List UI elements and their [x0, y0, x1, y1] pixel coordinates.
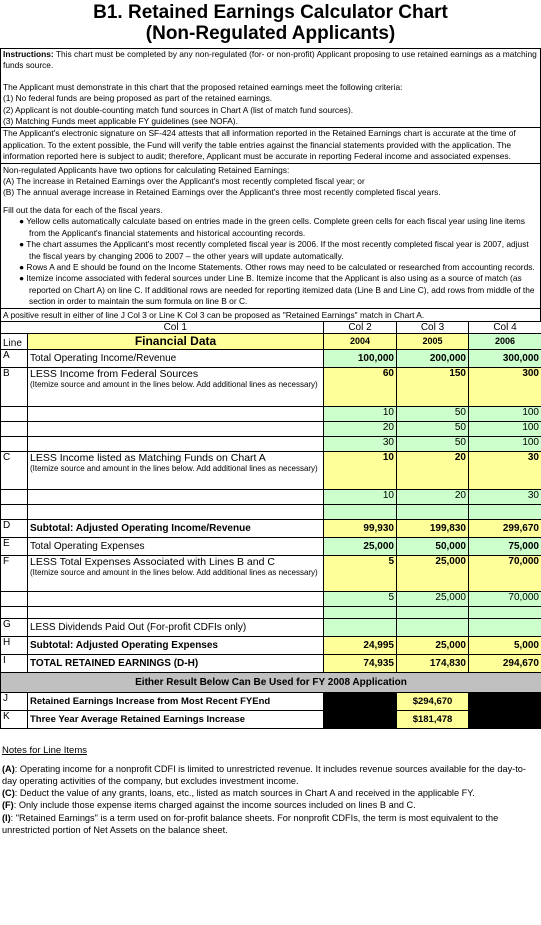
row-b2-2006[interactable]: 100 — [469, 421, 541, 436]
row-g-2005[interactable] — [397, 618, 469, 636]
line-a: A — [1, 349, 28, 367]
col-label: Col 2 — [324, 321, 397, 333]
row-c-2006: 30 — [469, 451, 541, 489]
title-line-2: (Non-Regulated Applicants) — [145, 23, 396, 44]
criterion-2: (2) Applicant is not double-counting match fund sources in Chart A (list of match fund sources). — [3, 104, 354, 115]
row-f2-2006[interactable] — [469, 606, 541, 618]
option-a: (A) The increase in Retained Earnings over the Applicant's most recently completed fiscal year; or — [3, 176, 365, 187]
row-a-2004[interactable]: 100,000 — [324, 349, 397, 367]
row-f-label: LESS Total Expenses Associated with Lines B and C — [30, 555, 275, 568]
row-f1-2005[interactable]: 25,000 — [397, 591, 469, 606]
row-f1-2006[interactable]: 70,000 — [469, 591, 541, 606]
note-a: (A): Operating income for a nonprofit CDFI is limited to unrestricted revenue. It includes revenue sources available for the day-to-day operating activities of the company, but excludes investment income. — [2, 763, 526, 786]
row-f-2005: 25,000 — [397, 555, 469, 591]
year-2005: 2005 — [397, 333, 469, 349]
row-a-label: Total Operating Income/Revenue — [28, 349, 324, 367]
row-g-2004[interactable] — [324, 618, 397, 636]
instructions-p1: This chart must be completed by any non-regulated (for- or non-profit) Applicant proposing to use retained earnings as a matching funds source. — [3, 49, 537, 71]
notes-section — [0, 745, 541, 836]
row-d-label: Subtotal: Adjusted Operating Income/Revenue — [28, 519, 324, 537]
row-d-2006: 299,670 — [469, 519, 541, 537]
line-i: I — [1, 654, 28, 672]
row-f-label-cell — [28, 555, 324, 591]
row-b-label-cell — [28, 367, 324, 406]
year-2006[interactable]: 2006 — [469, 333, 541, 349]
row-b3-2005[interactable]: 50 — [397, 436, 469, 451]
row-a-2005[interactable]: 200,000 — [397, 349, 469, 367]
row-f-2006: 70,000 — [469, 555, 541, 591]
row-c1-2004[interactable]: 10 — [324, 489, 397, 504]
row-c2-2005[interactable] — [397, 504, 469, 519]
row-b1-2004[interactable]: 10 — [324, 406, 397, 421]
bullet-item: ● Itemize income associated with federal sources under Line B. Itemize income that the Applicant is also using as a source of match (as reported on Chart A) on line C. If additional rows are needed for reporting itemized data (Line B and Line C), add rows from middle of the section in order to maintain the sum formula on line B or C. — [19, 273, 535, 307]
line-g: G — [1, 618, 28, 636]
fill-out-text: Fill out the data for each of the fiscal years. — [3, 204, 163, 215]
options-intro: Non-regulated Applicants have two options for calculating Retained Earnings: — [3, 164, 290, 175]
line-c: C — [1, 451, 28, 489]
option-b: (B) The annual average increase in Retained Earnings over the Applicant's three most recently completed fiscal years. — [3, 187, 441, 198]
row-h-label: Subtotal: Adjusted Operating Expenses — [28, 636, 324, 654]
row-i-2004: 74,935 — [324, 654, 397, 672]
row-k-label: Three Year Average Retained Earnings Increase — [28, 710, 324, 728]
note-f: (F): Only include those expense items charged against the income sources included on lines B and C. — [2, 800, 416, 811]
row-c-2005: 20 — [397, 451, 469, 489]
row-b1-2005[interactable]: 50 — [397, 406, 469, 421]
row-c1-2006[interactable]: 30 — [469, 489, 541, 504]
title-line-1: B1. Retained Earnings Calculator Chart — [93, 2, 448, 23]
row-c-label-cell — [28, 451, 324, 489]
instructions-label: Instructions: — [3, 49, 54, 59]
row-c-2004: 10 — [324, 451, 397, 489]
row-b2-2005[interactable]: 50 — [397, 421, 469, 436]
row-b-2005: 150 — [397, 367, 469, 406]
row-k-value: $181,478 — [397, 710, 469, 728]
signature-box — [0, 128, 541, 163]
row-i-2006: 294,670 — [469, 654, 541, 672]
line-b: B — [1, 367, 28, 406]
row-e-2005[interactable]: 50,000 — [397, 537, 469, 555]
row-a-2006[interactable]: 300,000 — [469, 349, 541, 367]
line-f: F — [1, 555, 28, 591]
col-label: Col 1 — [28, 321, 324, 333]
row-d-2005: 199,830 — [397, 519, 469, 537]
row-c1-2005[interactable]: 20 — [397, 489, 469, 504]
criterion-3: (3) Matching Funds meet applicable FY guidelines (see NOFA). — [3, 116, 238, 127]
bullet-item: ● The chart assumes the Applicant's most recently completed fiscal year is 2006. If the most recently completed fiscal year is 2007, adjust the fiscal years by changing 2006 to 2007 – the other years will update automatically. — [19, 239, 529, 261]
row-e-2006[interactable]: 75,000 — [469, 537, 541, 555]
row-e-label: Total Operating Expenses — [28, 537, 324, 555]
row-b-2004: 60 — [324, 367, 397, 406]
note-c: (C): Deduct the value of any grants, loans, etc., listed as match sources in Chart A and received in the applicable FY. — [2, 788, 475, 799]
row-b2-2004[interactable]: 20 — [324, 421, 397, 436]
row-i-label: TOTAL RETAINED EARNINGS (D-H) — [28, 654, 324, 672]
row-e-2004[interactable]: 25,000 — [324, 537, 397, 555]
line-h: H — [1, 636, 28, 654]
row-c2-2006[interactable] — [469, 504, 541, 519]
row-b3-2006[interactable]: 100 — [469, 436, 541, 451]
criterion-1: (1) No federal funds are being proposed as part of the retained earnings. — [3, 93, 273, 104]
row-f2-2005[interactable] — [397, 606, 469, 618]
positive-result-note: A positive result in either of line J Col 3 or Line K Col 3 can be proposed as "Retained Earnings" match in Chart A. — [0, 309, 541, 321]
row-f-sub: (Itemize source and amount in the lines below. Add additional lines as necessary) — [30, 567, 318, 577]
row-d-2004: 99,930 — [324, 519, 397, 537]
row-c-sub: (Itemize source and amount in the lines below. Add additional lines as necessary) — [30, 463, 318, 473]
instructions-box — [0, 48, 541, 128]
notes-title: Notes for Line Items — [2, 744, 88, 756]
row-b-sub: (Itemize source and amount in the lines below. Add additional lines as necessary) — [30, 379, 318, 389]
col-label: Col 4 — [469, 321, 541, 333]
row-c2-2004[interactable] — [324, 504, 397, 519]
row-b-label: LESS Income from Federal Sources — [30, 367, 199, 380]
line-j: J — [1, 692, 28, 710]
signature-text: The Applicant's electronic signature on SF-424 attests that all information reported in the Retained Earnings chart is accurate at the time of application. To the extent possible, the Fund will verify the table entries against the financial statements provided with the application. The information reported here is subject to audit; therefore, Applicant must be accurate in reporting Federal income and associated expenses. — [3, 128, 516, 162]
options-box — [0, 164, 541, 309]
row-f2-2004[interactable] — [324, 606, 397, 618]
row-j-value: $294,670 — [397, 692, 469, 710]
results-banner: Either Result Below Can Be Used for FY 2008 Application — [1, 672, 541, 692]
line-e: E — [1, 537, 28, 555]
row-h-2004: 24,995 — [324, 636, 397, 654]
row-b1-2006[interactable]: 100 — [469, 406, 541, 421]
line-d: D — [1, 519, 28, 537]
bullet-item: ● Rows A and E should be found on the Income Statements. Other rows may need to be calculated or researched from accounting records. — [19, 261, 535, 272]
row-h-2005: 25,000 — [397, 636, 469, 654]
row-h-2006: 5,000 — [469, 636, 541, 654]
note-i: (I): "Retained Earnings" is a term used on for-profit balance sheets. For nonprofit CDFIs, the term is most equivalent to the unrestricted portion of Net Assets on the balance sheet. — [2, 812, 499, 835]
row-b3-2004[interactable]: 30 — [324, 436, 397, 451]
year-2004: 2004 — [324, 333, 397, 349]
row-f-2004: 5 — [324, 555, 397, 591]
financial-data-header: Financial Data — [28, 333, 324, 349]
row-g-2006[interactable] — [469, 618, 541, 636]
row-i-2005: 174,830 — [397, 654, 469, 672]
financial-data-table — [0, 321, 541, 729]
row-f1-2004[interactable]: 5 — [324, 591, 397, 606]
row-b-2006: 300 — [469, 367, 541, 406]
row-j-label: Retained Earnings Increase from Most Recent FYEnd — [28, 692, 324, 710]
row-c-label: LESS Income listed as Matching Funds on Chart A — [30, 451, 266, 464]
line-header: Line — [1, 333, 28, 349]
bullet-item: ● Yellow cells automatically calculate based on entries made in the green cells. Complete green cells for each fiscal year using line items from the Applicant's financial statements and historical accounting records. — [19, 216, 525, 238]
row-g-label: LESS Dividends Paid Out (For-profit CDFIs only) — [28, 618, 324, 636]
page-title — [0, 0, 541, 44]
instructions-p2: The Applicant must demonstrate in this chart that the proposed retained earnings meet the following criteria: — [3, 81, 403, 92]
col-label: Col 3 — [397, 321, 469, 333]
line-k: K — [1, 710, 28, 728]
